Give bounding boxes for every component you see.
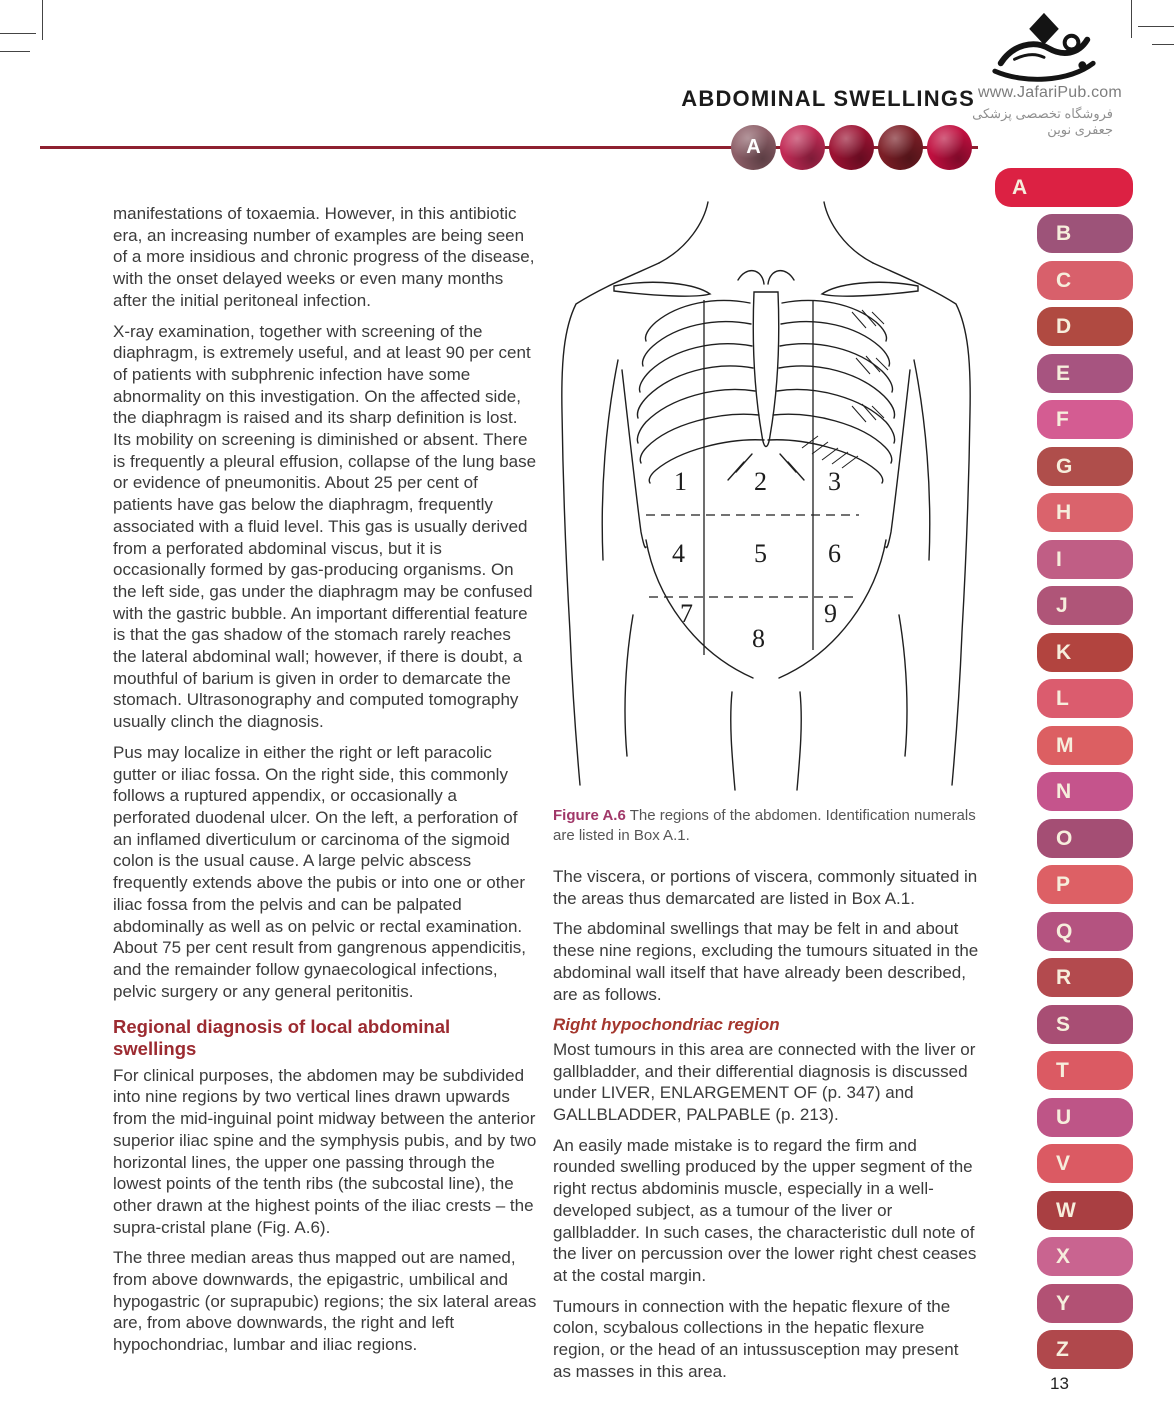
alpha-tab-t[interactable] bbox=[1037, 1051, 1133, 1090]
page-title: ABDOMINAL SWELLINGS bbox=[681, 86, 975, 111]
section-letter-badge bbox=[731, 125, 776, 170]
crop-mark bbox=[42, 0, 43, 40]
alpha-tab-f[interactable] bbox=[1037, 400, 1133, 439]
body-paragraph: An easily made mistake is to regard the firm and rounded swelling produced by the upper segment of the right rectus abdominis muscle, especially in a well-developed subject, as a tumour of the liver or gallbladder. In such cases, the characteristic dull note of the liver on percussion over the lower right chest ceases at the costal margin. bbox=[553, 1135, 977, 1285]
decorative-circle bbox=[780, 125, 825, 170]
left-column bbox=[113, 203, 537, 1365]
alpha-tab-label: Z bbox=[1056, 1337, 1069, 1361]
alpha-tab-label: I bbox=[1056, 547, 1062, 571]
region-numeral-2: 2 bbox=[754, 467, 767, 496]
alpha-tab-o[interactable] bbox=[1037, 819, 1133, 858]
body-paragraph: For clinical purposes, the abdomen may be subdivided into nine regions by two vertical lines drawn upwards from the mid-inguinal point midway between the anterior superior iliac spine and the symphysis pubis, and by two horizontal lines, the upper one passing through the lowest points of the tenth ribs (the subcostal line), the other drawn at the highest points of the iliac crests – the supra-cristal plane (Fig. A.6). bbox=[113, 1065, 537, 1237]
section-heading: Regional diagnosis of local abdominal swellings bbox=[113, 1016, 451, 1060]
figure-caption-text: The regions of the abdomen. Identification numerals are listed in Box A.1. bbox=[553, 807, 976, 844]
alpha-tab-label: A bbox=[1012, 175, 1028, 199]
alpha-tab-label: V bbox=[1056, 1151, 1071, 1175]
alpha-tab-label: U bbox=[1056, 1105, 1072, 1129]
alpha-tab-y[interactable] bbox=[1037, 1284, 1133, 1323]
body-paragraph: The viscera, or portions of viscera, commonly situated in the areas thus demarcated are listed in Box A.1. bbox=[553, 867, 978, 908]
body-paragraph: X-ray examination, together with screening of the diaphragm, is extremely useful, and at least 90 per cent of patients with subphrenic infection have some abnormality on this investigation. On the affected side, the diaphragm is raised and its sharp definition is lost. Its mobility on screening is diminished or absent. There is frequently a pleural effusion, collapse of the lung base or evidence of pneumonitis. About 25 per cent of patients have gas below the diaphragm, frequently associated with a fluid level. This gas is usually derived from a perforated abdominal viscus, but it is occasionally formed by gas-producing organisms. On the left side, gas under the diaphragm may be confused with the gastric bubble. An important differential feature is that the gas shadow of the stomach rarely reaches the lateral abdominal wall; however, if there is doubt, a mouthful of barium is given in order to demarcate the stomach. Ultrasonography and computed tomography usually clinch the diagnosis. bbox=[113, 321, 537, 732]
alpha-tab-label: R bbox=[1056, 965, 1072, 989]
right-column bbox=[553, 866, 980, 1391]
figure-caption-label: Figure A.6 bbox=[553, 807, 626, 824]
alpha-tab-label: Y bbox=[1056, 1291, 1071, 1315]
crop-mark bbox=[1152, 44, 1174, 45]
crop-mark bbox=[0, 51, 30, 52]
alpha-tab-l[interactable] bbox=[1037, 679, 1133, 718]
alpha-tab-label: J bbox=[1056, 593, 1068, 617]
website-url: www.JafariPub.com bbox=[978, 84, 1122, 101]
region-numeral-4: 4 bbox=[672, 539, 685, 568]
alpha-tab-v[interactable] bbox=[1037, 1144, 1133, 1183]
store-tagline-farsi: فروشگاه تخصصی پزشکی جعفری نوین bbox=[972, 106, 1113, 137]
alpha-tab-label: C bbox=[1056, 268, 1072, 292]
alpha-tab-r[interactable] bbox=[1037, 958, 1133, 997]
alpha-tab-label: P bbox=[1056, 872, 1071, 896]
alpha-tab-c[interactable] bbox=[1037, 261, 1133, 300]
alpha-tab-k[interactable] bbox=[1037, 633, 1133, 672]
alpha-tab-w[interactable] bbox=[1037, 1191, 1133, 1230]
alpha-tab-label: T bbox=[1056, 1058, 1069, 1082]
alpha-tab-label: D bbox=[1056, 314, 1072, 338]
region-numeral-1: 1 bbox=[674, 467, 687, 496]
region-numeral-7: 7 bbox=[680, 599, 693, 628]
alpha-tab-u[interactable] bbox=[1037, 1098, 1133, 1137]
alpha-tab-x[interactable] bbox=[1037, 1237, 1133, 1276]
alpha-tab-p[interactable] bbox=[1037, 865, 1133, 904]
page-number: 13 bbox=[1050, 1374, 1069, 1393]
alpha-tab-label: B bbox=[1056, 221, 1072, 245]
jafaripub-logo-ornament-icon bbox=[985, 12, 1103, 86]
body-paragraph: The three median areas thus mapped out are named, from above downwards, the epigastric, umbilical and hypogastric (or suprapubic) regions; the six lateral areas are, from above downwards, the right and left hypochondriac, lumbar and iliac regions. bbox=[113, 1248, 537, 1355]
alpha-tab-label: K bbox=[1056, 640, 1072, 664]
crop-mark bbox=[1138, 26, 1174, 27]
alpha-tab-h[interactable] bbox=[1037, 493, 1133, 532]
subsection-heading: Right hypochondriac region bbox=[553, 1015, 780, 1035]
alpha-tab-label: S bbox=[1056, 1012, 1071, 1036]
figure-abdomen-regions bbox=[556, 200, 976, 792]
body-paragraph: manifestations of toxaemia. However, in this antibiotic era, an increasing number of examples are being seen of a more insidious and chronic progress of the disease, with the onset delayed weeks or even many months after the initial peritoneal infection. bbox=[113, 204, 535, 310]
figure-caption bbox=[553, 806, 977, 845]
alpha-tab-label: H bbox=[1056, 500, 1072, 524]
crop-mark bbox=[1131, 0, 1132, 38]
alpha-tab-label: W bbox=[1056, 1198, 1076, 1222]
region-numeral-8: 8 bbox=[752, 624, 765, 653]
alpha-tab-label: E bbox=[1056, 361, 1071, 385]
decorative-circle bbox=[927, 125, 972, 170]
alpha-tab-j[interactable] bbox=[1037, 586, 1133, 625]
decorative-circle bbox=[878, 125, 923, 170]
alpha-tab-a[interactable] bbox=[995, 168, 1133, 207]
alpha-tab-e[interactable] bbox=[1037, 354, 1133, 393]
alpha-tab-label: G bbox=[1056, 454, 1073, 478]
body-paragraph: Tumours in connection with the hepatic flexure of the colon, scybalous collections in the hepatic flexure region, or the head of an intussusception may present as masses in this area. bbox=[553, 1296, 959, 1381]
alpha-tab-g[interactable] bbox=[1037, 447, 1133, 486]
alpha-tab-q[interactable] bbox=[1037, 912, 1133, 951]
alpha-tab-label: L bbox=[1056, 686, 1069, 710]
alpha-tab-z[interactable] bbox=[1037, 1330, 1133, 1369]
region-numeral-5: 5 bbox=[754, 539, 767, 568]
alpha-tab-label: O bbox=[1056, 826, 1073, 850]
alpha-tab-s[interactable] bbox=[1037, 1005, 1133, 1044]
body-paragraph: Most tumours in this area are connected with the liver or gallbladder, and their differential diagnosis is discussed under LIVER, ENLARGEMENT OF (p. 347) and GALLBLADDER, PALPABLE (p. 213). bbox=[553, 1039, 976, 1125]
alpha-tab-b[interactable] bbox=[1037, 214, 1133, 253]
body-paragraph: Pus may localize in either the right or left paracolic gutter or iliac fossa. On the right side, this commonly follows a ruptured appendix, or occasionally a perforated duodenal ulcer. On the left, a perforation of an inflamed diverticulum or carcinoma of the sigmoid colon is the usual cause. A large pelvic abscess frequently extends above the pubis or into one or other iliac fossa from the pelvis and can be palpated abdominally as well as on pelvic or rectal examination. About 75 per cent result from gangrenous appendicitis, and the remainder follow gynaecological infections, pelvic surgery or any general peritonitis. bbox=[113, 742, 526, 1001]
alpha-tab-n[interactable] bbox=[1037, 772, 1133, 811]
region-numeral-6: 6 bbox=[828, 539, 841, 568]
body-paragraph: The abdominal swellings that may be felt in and about these nine regions, excluding the tumours situated in the abdominal wall itself that have already been described, are as follows. bbox=[553, 919, 979, 1004]
alpha-tab-label: X bbox=[1056, 1244, 1071, 1268]
decorative-circle bbox=[829, 125, 874, 170]
region-numeral-9: 9 bbox=[824, 599, 837, 628]
alpha-tab-label: F bbox=[1056, 407, 1069, 431]
crop-mark bbox=[0, 33, 36, 34]
alpha-tab-label: Q bbox=[1056, 919, 1073, 943]
alpha-tab-label: M bbox=[1056, 733, 1074, 757]
alpha-tab-i[interactable] bbox=[1037, 540, 1133, 579]
section-letter: A bbox=[746, 136, 761, 158]
alpha-tab-m[interactable] bbox=[1037, 726, 1133, 765]
region-numeral-3: 3 bbox=[828, 467, 841, 496]
alpha-tab-d[interactable] bbox=[1037, 307, 1133, 346]
alpha-tab-label: N bbox=[1056, 779, 1072, 803]
